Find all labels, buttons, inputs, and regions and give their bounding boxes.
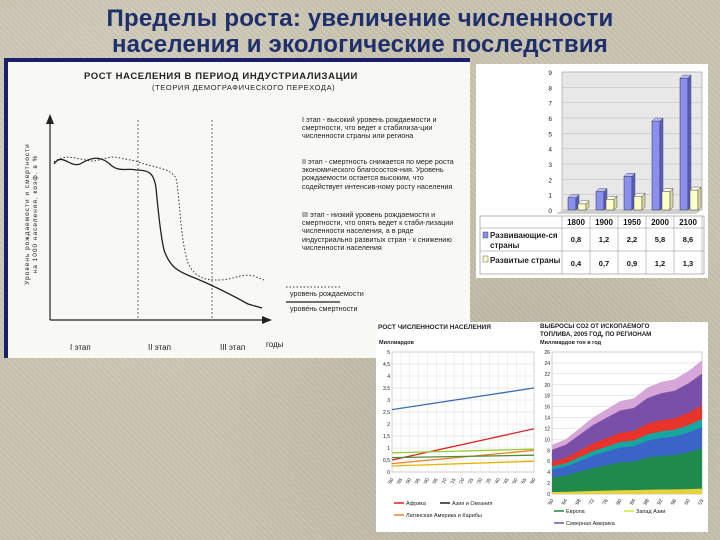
line-y-tick: 0,5 — [383, 458, 390, 464]
line-x-tick: '80 — [387, 477, 396, 486]
area-y-tick: 18 — [544, 393, 550, 400]
line-y-tick: 4,5 — [383, 362, 390, 368]
line-x-tick: '60 — [529, 477, 538, 486]
line-y-tick: 4 — [387, 374, 390, 380]
y-axis-label: Уровень рождаемости и смертности на 1000 населения, коэф. в % — [24, 143, 39, 285]
stage-3-description: III этап - низкий уровень рождаемости и смертности, что опять ведет к стаби-лизации численности населения, а в ряде индустриально развитых стран - к снижению численности населения — [302, 210, 454, 252]
line-y-tick: 3 — [387, 398, 390, 404]
slide-title-line2: населения и экологические последствия — [111, 31, 608, 58]
bar-y-tick: 9 — [548, 70, 552, 77]
line-y-tick: 1 — [387, 446, 390, 452]
stage-2-label: II этап — [148, 343, 171, 352]
area-y-tick: 6 — [547, 459, 550, 466]
legend-death: уровень смертности — [290, 304, 358, 313]
area-x-tick: '60 — [546, 498, 556, 507]
area-x-tick: '84 — [628, 498, 638, 507]
line-x-tick: '90 — [405, 477, 414, 486]
co2-area-chart — [538, 322, 708, 532]
line-x-tick: '30 — [476, 477, 485, 486]
bar-developed-2100 — [690, 187, 701, 210]
panel-heading: РОСТ НАСЕЛЕНИЯ В ПЕРИОД ИНДУСТРИАЛИЗАЦИИ — [84, 71, 358, 82]
line-x-tick: '25 — [467, 477, 476, 486]
bar-developed-1900 — [606, 196, 617, 210]
stage-1-description: I этап - высокий уровень рождаемости и смертности, что ведет к стабилиза-ции численности страны или региона — [302, 115, 437, 141]
area-y-tick: 10 — [544, 437, 550, 444]
area-y-tick: 0 — [547, 492, 550, 498]
area-y-tick: 22 — [544, 371, 550, 378]
line-legend-label: Латинская Америка и Карибы — [406, 513, 482, 519]
legend-swatch-developed — [483, 256, 488, 262]
area-chart-title-2: ТОПЛИВА, 2005 ГОД, ПО РЕГИОНАМ — [540, 331, 652, 338]
area-x-tick: '76 — [601, 498, 610, 507]
table-year: 2100 — [679, 218, 697, 227]
table-value-developed: 0,9 — [626, 259, 638, 268]
area-y-tick: 16 — [544, 404, 550, 411]
bar-y-tick: 3 — [548, 162, 552, 169]
table-value-developed: 1,2 — [654, 259, 666, 268]
line-x-tick: '15 — [449, 477, 458, 486]
population-line-chart — [376, 322, 538, 532]
area-y-tick: 4 — [547, 470, 550, 477]
bar-developing-1800 — [568, 195, 579, 210]
area-y-tick: 24 — [544, 360, 550, 367]
area-x-tick: '80 — [615, 498, 624, 507]
stage-1-label: I этап — [70, 343, 91, 352]
area-y-tick: 20 — [544, 382, 550, 389]
line-x-tick: '95 — [414, 477, 422, 486]
line-y-tick: 1,5 — [383, 434, 390, 440]
stage-2-description: II этап - смертность снижается по мере роста экономического благосостоя-ния. Уровень рождаемости остается высоким, что содействует интенсив-ному росту населения — [302, 157, 454, 191]
area-legend-label: Северная Америка — [566, 521, 615, 527]
area-x-tick: '88 — [642, 498, 651, 507]
table-year: 1950 — [623, 218, 641, 227]
bar-floor — [556, 210, 702, 214]
series-label-developing: Развивающие-ся страны — [490, 231, 558, 250]
area-chart-title-1: ВЫБРОСЫ СО2 ОТ ИСКОПАЕМОГО — [540, 323, 650, 330]
table-value-developing: 1,2 — [598, 235, 610, 244]
table-value-developing: 5,8 — [654, 235, 666, 244]
line-x-tick: '55 — [520, 477, 529, 486]
area-x-tick: '00 — [683, 498, 692, 507]
demographic-transition-panel — [4, 58, 470, 358]
line-x-tick: '05 — [432, 477, 440, 486]
area-x-tick: '92 — [655, 498, 665, 507]
bar-developing-2000 — [652, 118, 663, 210]
line-x-tick: '45 — [503, 477, 511, 486]
bar-developing-1950 — [624, 173, 635, 210]
table-value-developed: 1,3 — [682, 259, 694, 268]
area-chart-unit: Миллиардов тон в год — [540, 340, 602, 346]
line-y-tick: 3,5 — [383, 386, 390, 392]
area-y-tick: 12 — [544, 426, 550, 433]
legend-swatches — [4, 58, 470, 358]
line-x-tick: '00 — [423, 477, 431, 486]
table-value-developing: 0,8 — [570, 235, 582, 244]
bar-y-tick: 0 — [548, 208, 552, 215]
population-bar-chart-panel — [476, 64, 708, 278]
population-line-chart-panel — [376, 322, 538, 532]
line-x-tick: '50 — [512, 477, 520, 486]
bar-y-tick: 8 — [548, 85, 552, 93]
bar-y-tick: 4 — [548, 146, 552, 154]
line-x-tick: '85 — [396, 477, 405, 486]
bar-y-tick: 5 — [548, 131, 552, 139]
stage-3-label: III этап — [220, 343, 246, 352]
bar-developing-1900 — [596, 189, 607, 210]
bar-developing-2100 — [680, 75, 691, 210]
line-y-tick: 2 — [387, 422, 390, 428]
line-x-tick: '10 — [441, 477, 449, 486]
series-label-developed: Развитые страны — [490, 256, 561, 265]
legend-swatch-developing — [483, 232, 488, 238]
table-year: 1900 — [595, 218, 613, 227]
area-legend-label: Запад Азии — [636, 509, 666, 515]
line-x-tick: '40 — [494, 477, 502, 486]
table-year: 1800 — [567, 218, 585, 227]
area-x-tick: '03 — [696, 498, 706, 507]
line-x-tick: '20 — [458, 477, 467, 486]
area-y-tick: 8 — [547, 448, 550, 455]
bar-y-tick: 1 — [548, 192, 552, 200]
slide-title-line1: Пределы роста: увеличение численности — [106, 5, 614, 32]
bar-y-tick: 6 — [548, 116, 552, 123]
area-x-tick: '72 — [587, 498, 597, 507]
area-y-tick: 14 — [544, 415, 550, 422]
line-chart-unit: Миллиардов — [379, 340, 414, 346]
area-legend-label: Европа — [566, 509, 585, 515]
legend-birth: уровень рождаемости — [290, 289, 364, 298]
area-x-tick: '68 — [574, 498, 583, 507]
line-y-tick: 5 — [387, 350, 390, 356]
line-legend-label: Азия и Океания — [452, 501, 493, 507]
area-y-tick: 26 — [544, 350, 550, 356]
table-value-developed: 0,4 — [570, 259, 582, 268]
table-value-developing: 2,2 — [626, 235, 638, 244]
bar-y-tick: 2 — [548, 177, 552, 185]
x-axis-label: годы — [266, 340, 284, 349]
line-legend-label: Африка — [406, 501, 426, 507]
line-x-tick: '35 — [485, 477, 493, 486]
table-year: 2000 — [651, 218, 669, 227]
table-value-developed: 0,7 — [598, 259, 610, 268]
bar-developed-1950 — [634, 193, 645, 210]
line-y-tick: 2,5 — [383, 410, 390, 416]
co2-area-chart-panel — [538, 322, 708, 532]
line-y-tick: 0 — [387, 470, 390, 476]
area-x-tick: '96 — [669, 498, 679, 507]
slide-title — [0, 6, 720, 58]
area-y-tick: 2 — [547, 481, 550, 488]
table-value-developing: 8,6 — [682, 235, 694, 244]
bar-developed-2000 — [662, 189, 673, 210]
line-chart-title: РОСТ ЧИСЛЕННОСТИ НАСЕЛЕНИЯ — [378, 324, 491, 331]
bar-y-tick: 7 — [548, 100, 552, 108]
panel-subheading: (ТЕОРИЯ ДЕМОГРАФИЧЕСКОГО ПЕРЕХОДА) — [152, 83, 336, 92]
area-x-tick: '64 — [560, 498, 570, 507]
bar-developed-1800 — [578, 201, 589, 210]
